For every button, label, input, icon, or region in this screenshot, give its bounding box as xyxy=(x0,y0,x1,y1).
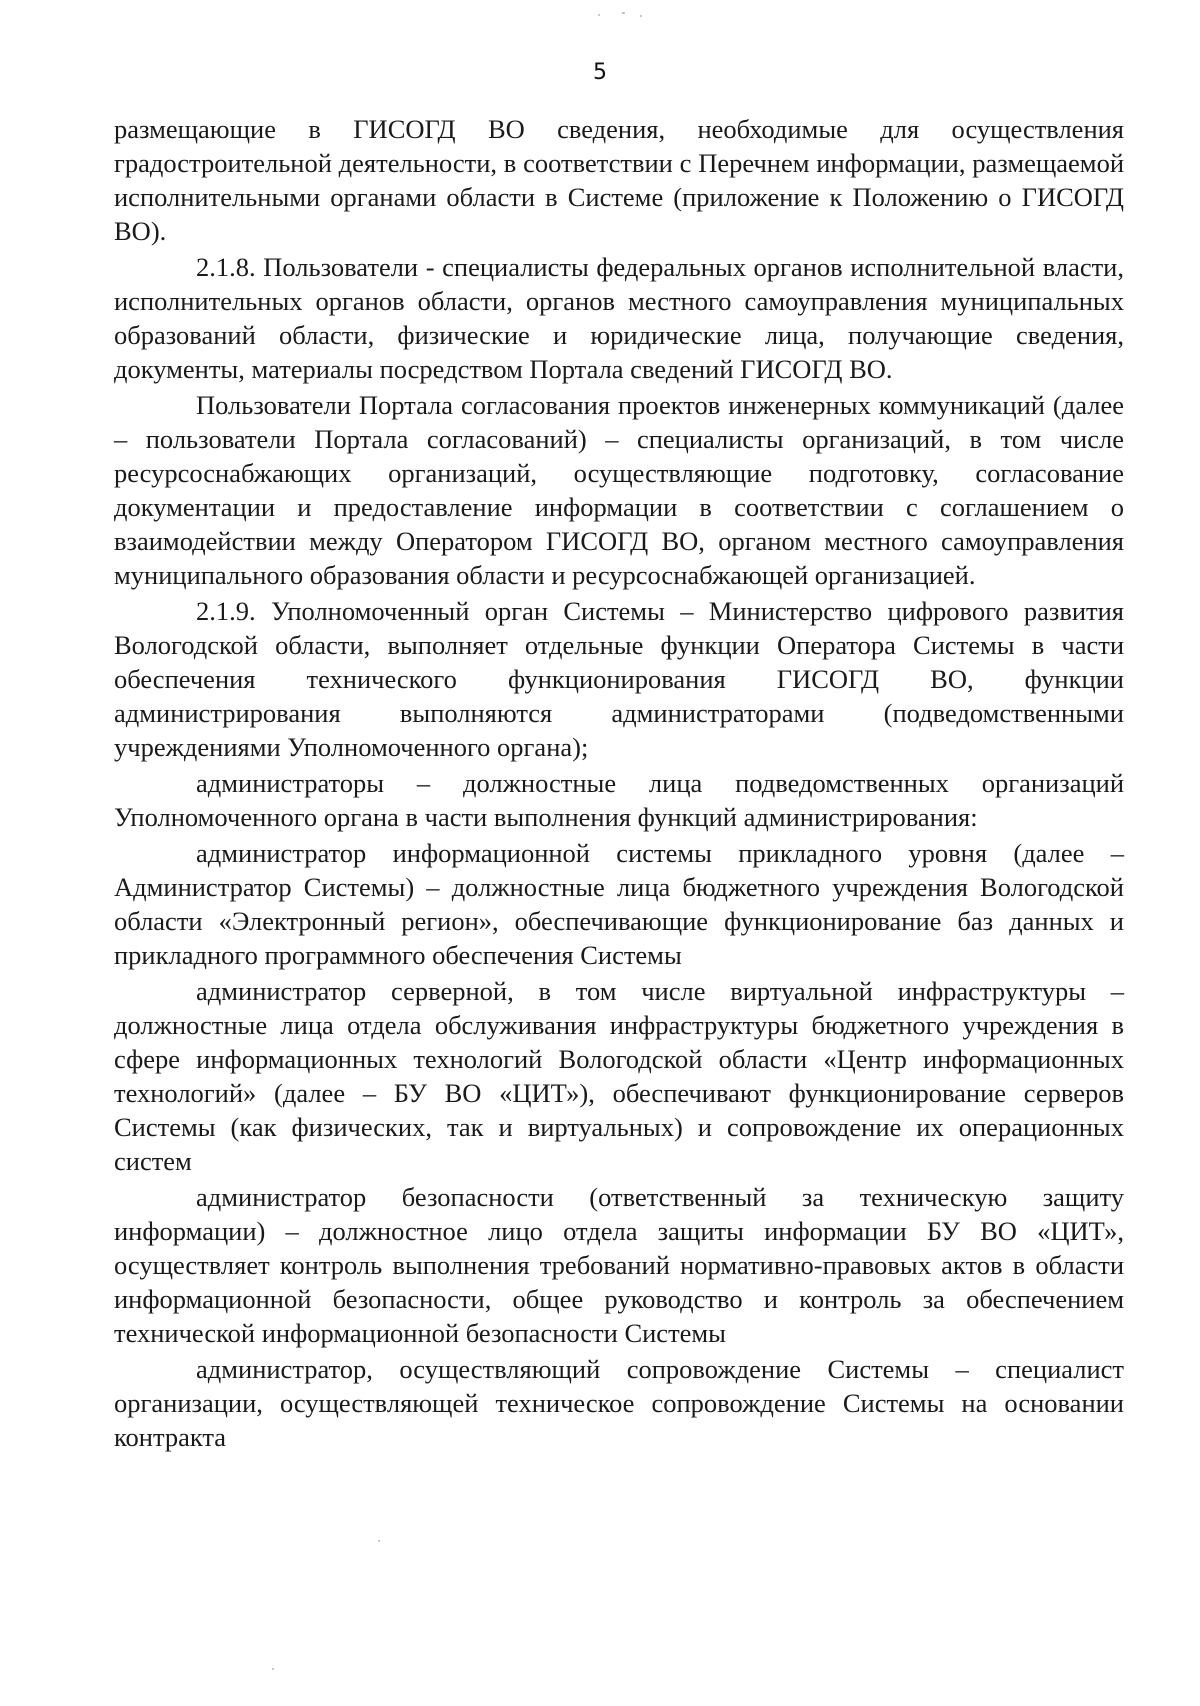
scan-speck xyxy=(378,1540,380,1542)
paragraph-administrators: администраторы – должностные лица подведомственных организаций Уполномоченного органа в части выполнения функций администрирования: xyxy=(114,768,1124,832)
paragraph-2-1-8-users: 2.1.8. Пользователи - специалисты федеральных органов исполнительной власти, исполнительных органов области, органов местного самоуправления муниципальных образований области, физические и юридические лица, получающие сведения, документы, материалы посредством Портала сведений ГИСОГД ВО. xyxy=(114,252,1124,384)
paragraph-support-admin: администратор, осуществляющий сопровождение Системы – специалист организации, осуществляющей техническое сопровождение Системы на основании контракта xyxy=(114,1354,1124,1452)
scan-speck xyxy=(598,14,600,16)
paragraph-app-level-admin: администратор информационной системы прикладного уровня (далее – Администратор Системы) – должностные лица бюджетного учреждения Вологодской области «Электронный регион», обеспечивающие функционирование баз данных и прикладного программного обеспечения Системы xyxy=(114,838,1124,970)
scan-speck xyxy=(272,1668,274,1670)
page-number: 5 xyxy=(593,60,607,85)
paragraph-2-1-9-authorized-body: 2.1.9. Уполномоченный орган Системы – Министерство цифрового развития Вологодской области, выполняет отдельные функции Оператора Системы в части обеспечения технического функционирования ГИСОГД ВО, функции администрирования выполняются администраторами (подведомственными учреждениями Уполномоченного органа); xyxy=(114,596,1124,762)
paragraph-server-admin: администратор серверной, в том числе виртуальной инфраструктуры – должностные лица отдела обслуживания инфраструктуры бюджетного учреждения в сфере информационных технологий Вологодской области «Центр информационных технологий» (далее – БУ ВО «ЦИТ»), обеспечивают функционирование серверов Системы (как физических, так и виртуальных) и сопровождение их операционных систем xyxy=(114,976,1124,1176)
scan-speck xyxy=(640,15,642,17)
scan-speck xyxy=(622,12,625,14)
paragraph-security-admin: администратор безопасности (ответственный за техническую защиту информации) – должностное лицо отдела защиты информации БУ ВО «ЦИТ», осуществляет контроль выполнения требований нормативно-правовых актов в области информационной безопасности, общее руководство и контроль за обеспечением технической информационной безопасности Системы xyxy=(114,1182,1124,1348)
paragraph-continuation: размещающие в ГИСОГД ВО сведения, необходимые для осуществления градостроительной деятельности, в соответствии с Перечнем информации, размещаемой исполнительными органами области в Системе (приложение к Положению о ГИСОГД ВО). xyxy=(114,114,1124,246)
paragraph-portal-users: Пользователи Портала согласования проектов инженерных коммуникаций (далее – пользователи Портала согласований) – специалисты организаций, в том числе ресурсоснабжающих организаций, осуществляющие подготовку, согласование документации и предоставление информации в соответствии с соглашением о взаимодействии между Оператором ГИСОГД ВО, органом местного самоуправления муниципального образования области и ресурсоснабжающей организацией. xyxy=(114,390,1124,590)
document-body xyxy=(114,112,1124,1456)
